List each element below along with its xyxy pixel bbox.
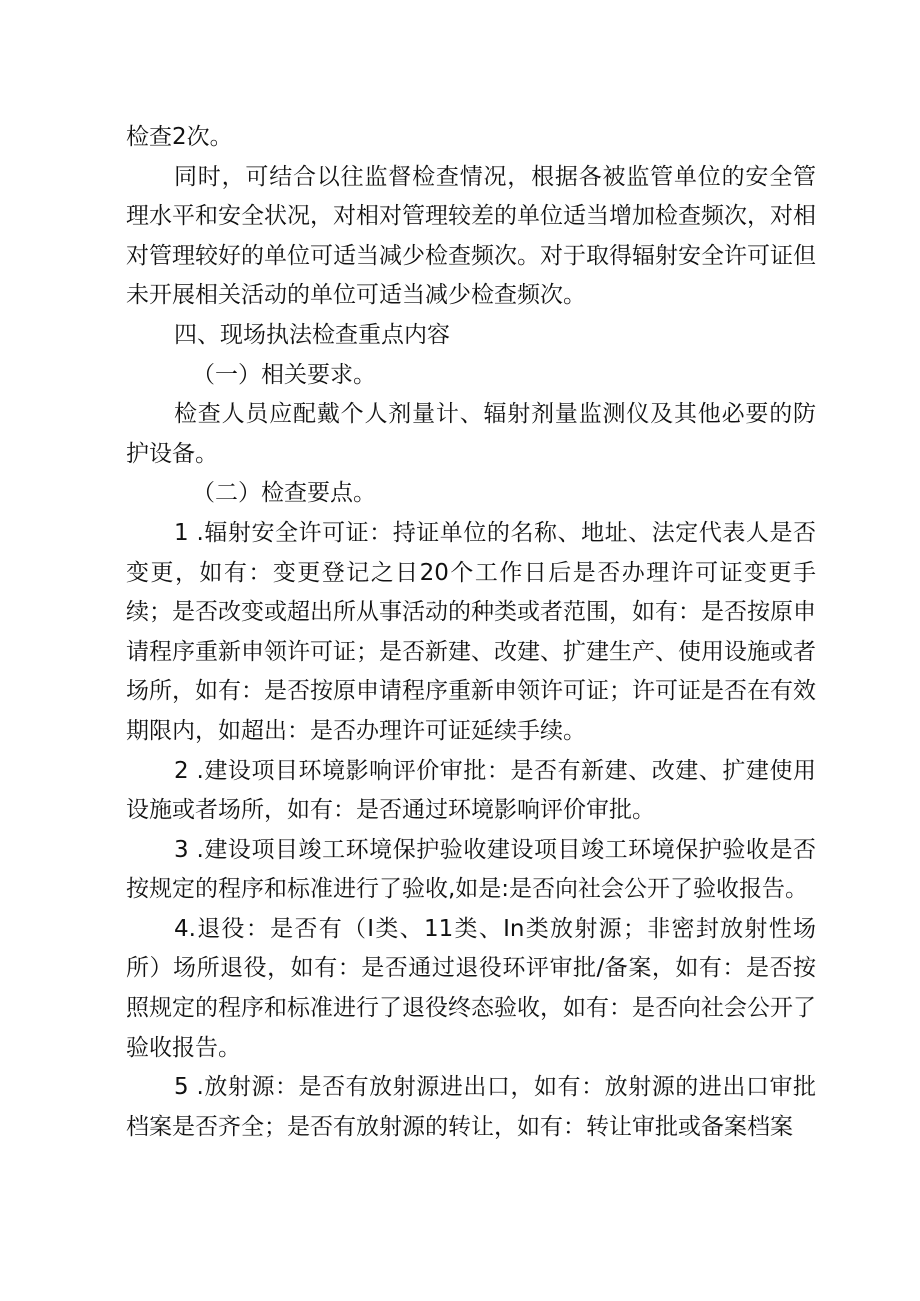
list-item-decommissioning: 4.退役：是否有（I类、11类、In类放射源；非密封放射性场所）场所退役，如有：是否通过退役环评审批/备案，如有：是否按照规定的程序和标准进行了退役终态验收，如有：是否向社会公开了验收报告。: [126, 915, 816, 1061]
list-item-eia-approval: 2 .建设项目环境影响评价审批：是否有新建、改建、扩建使用设施或者场所，如有：是否通过环境影响评价审批。: [126, 757, 816, 824]
paragraph-inspection-frequency: 同时，可结合以往监督检查情况，根据各被监管单位的安全管理水平和安全状况，对相对管理较差的单位适当增加检查频次，对相对管理较好的单位可适当减少检查频次。对于取得辐射安全许可证但未开展相关活动的单位可适当减少检查频次。: [126, 163, 816, 309]
paragraph-continuation: 检查2次。: [126, 124, 233, 150]
list-item-radioactive-sources: 5 .放射源：是否有放射源进出口，如有：放射源的进出口审批档案是否齐全；是否有放射源的转让，如有：转让审批或备案档案: [126, 1074, 816, 1140]
list-item-license: 1 .辐射安全许可证：持证单位的名称、地址、法定代表人是否变更，如有：变更登记之日20个工作日后是否办理许可证变更手续；是否改变或超出所从事活动的种类或者范围，如有：是否按原申请程序重新申领许可证；是否新建、改建、扩建生产、使用设施或者场所，如有：是否按原申请程序重新申领许可证；许可证是否在有效期限内，如超出：是否办理许可证延续手续。: [126, 519, 816, 744]
subheading-inspection-points: （二）检查要点。: [192, 480, 376, 507]
section-heading-four: 四、现场执法检查重点内容: [174, 321, 450, 348]
paragraph-protective-equipment: 检查人员应配戴个人剂量计、辐射剂量监测仪及其他必要的防护设备。: [126, 401, 816, 467]
list-item-completion-acceptance: 3 .建设项目竣工环境保护验收建设项目竣工环境保护验收是否按规定的程序和标准进行了验收,如是:是否向社会公开了验收报告。: [126, 836, 816, 903]
subheading-requirements: （一）相关要求。: [192, 361, 376, 388]
document-body: [126, 118, 816, 1147]
